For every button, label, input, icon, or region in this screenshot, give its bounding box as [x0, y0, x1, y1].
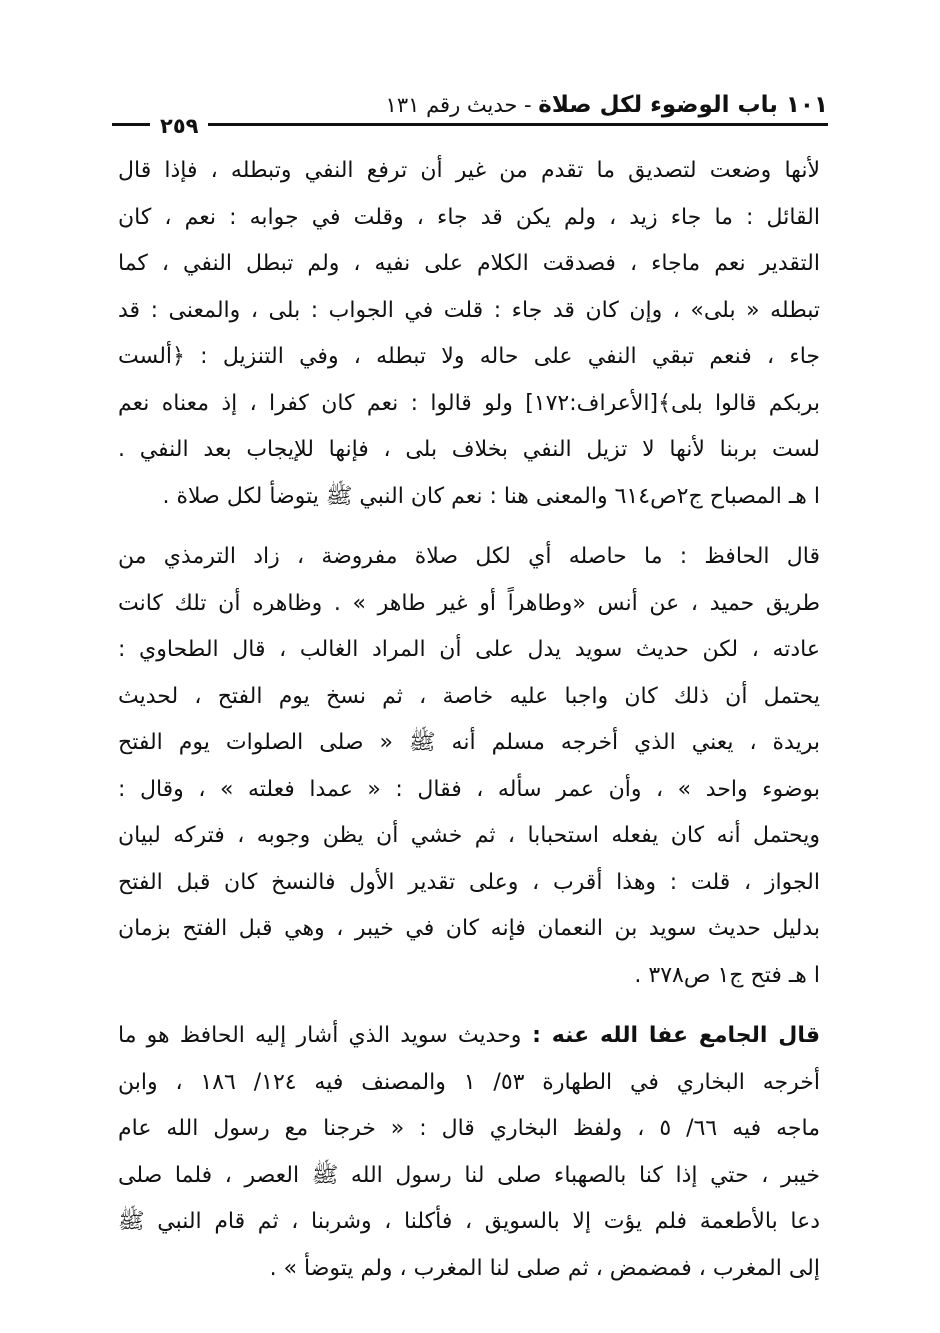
text-line: تبطله « بلى» ، وإن كان قد جاء : قلت في الجواب : بلى ، والمعنى : قد — [118, 297, 820, 323]
text-line: طريق حميد ، عن أنس «وطاهراً أو غير طاهر » . وظاهره أن تلك كانت — [118, 590, 820, 616]
page-header — [112, 82, 828, 138]
text-line: بربكم قالوا بلى﴾[الأعراف:١٧٢] ولو قالوا : نعم كان كفرا ، إذ معناه نعم — [118, 390, 820, 416]
text-line: ا هـ المصباح ج٢ص٦١٤ والمعنى هنا : نعم كان النبي ﷺ يتوضأ لكل صلاة . — [162, 483, 820, 509]
paragraph-3 — [118, 1013, 820, 1292]
text-line: ويحتمل أنه كان يفعله استحبابا ، ثم خشي أن يظن وجوبه ، فتركه لبيان — [118, 823, 820, 848]
text-line: الجواز ، قلت : وهذا أقرب ، وعلى تقدير الأول فالنسخ كان قبل الفتح — [118, 869, 820, 895]
chapter-title: ١٠١ باب الوضوء لكل صلاة — [538, 92, 828, 118]
text-line: ماجه فيه ٦٦/ ٥ ، ولفظ البخاري قال : « خرجنا مع رسول الله عام — [118, 1116, 820, 1141]
hadith-number: - حديث رقم ١٣١ — [385, 93, 539, 117]
text-line: دعا بالأطعمة فلم يؤت إلا بالسويق ، فأكلنا ، وشربنا ، ثم قام النبي ﷺ — [118, 1209, 820, 1234]
header-rule — [112, 123, 828, 126]
running-title — [386, 90, 828, 126]
text-line: عادته ، لكن حديث سويد يدل على أن المراد الغالب ، قال الطحاوي : — [118, 637, 820, 662]
text-line: إلى المغرب ، فمضمض ، ثم صلى لنا المغرب ، ولم يتوضأ » . — [269, 1255, 820, 1281]
text-line: بوضوء واحد » ، وأن عمر سأله ، فقال : « عمدا فعلته » ، وقال : — [118, 776, 820, 802]
text-line: جاء ، فنعم تبقي النفي على حاله ولا تبطله ، وفي التنزيل : ﴿ألست — [118, 344, 820, 369]
text-line: التقدير نعم ماجاء ، فصدقت الكلام على نفيه ، ولم تبطل النفي ، كما — [118, 251, 820, 276]
text-line: ا هـ فتح ج١ ص٣٧٨ . — [634, 962, 820, 988]
text-line: خيبر ، حتي إذا كنا بالصهباء صلى لنا رسول الله ﷺ العصر ، فلما صلى — [118, 1162, 820, 1188]
text-line: بدليل حديث سويد بن النعمان فإنه كان في خيبر ، وهي قبل الفتح بزمان — [118, 916, 820, 941]
text-line: لأنها وضعت لتصديق ما تقدم من غير أن ترفع النفي وتبطله ، فإذا قال — [118, 158, 820, 183]
page-number: ٢٥٩ — [150, 112, 208, 140]
text-line: بريدة ، يعني الذي أخرجه مسلم أنه ﷺ « صلى الصلوات يوم الفتح — [118, 730, 820, 755]
text-line: لست بربنا لأنها لا تزيل النفي بخلاف بلى ، فإنها للإيجاب بعد النفي . — [118, 437, 820, 462]
text-line — [118, 1013, 820, 1060]
text-line: يحتمل أن ذلك كان واجبا عليه خاصة ، ثم نسخ يوم الفتح ، لحديث — [118, 683, 820, 709]
text-span: وحديث سويد الذي أشار إليه الحافظ هو ما — [118, 1023, 522, 1048]
text-line: أخرجه البخاري في الطهارة ٥٣/ ١ والمصنف فيه ١٢٤/ ١٨٦ ، وابن — [118, 1069, 820, 1095]
paragraph-2 — [118, 534, 820, 999]
author-note-lead: قال الجامع عفا الله عنه : — [521, 1023, 820, 1048]
text-line: قال الحافظ : ما حاصله أي لكل صلاة مفروضة ، زاد الترمذي من — [118, 544, 820, 569]
paragraph-1 — [118, 148, 820, 520]
page-body — [118, 148, 820, 1292]
text-line: القائل : ما جاء زيد ، ولم يكن قد جاء ، وقلت في جوابه : نعم ، كان — [118, 204, 820, 230]
